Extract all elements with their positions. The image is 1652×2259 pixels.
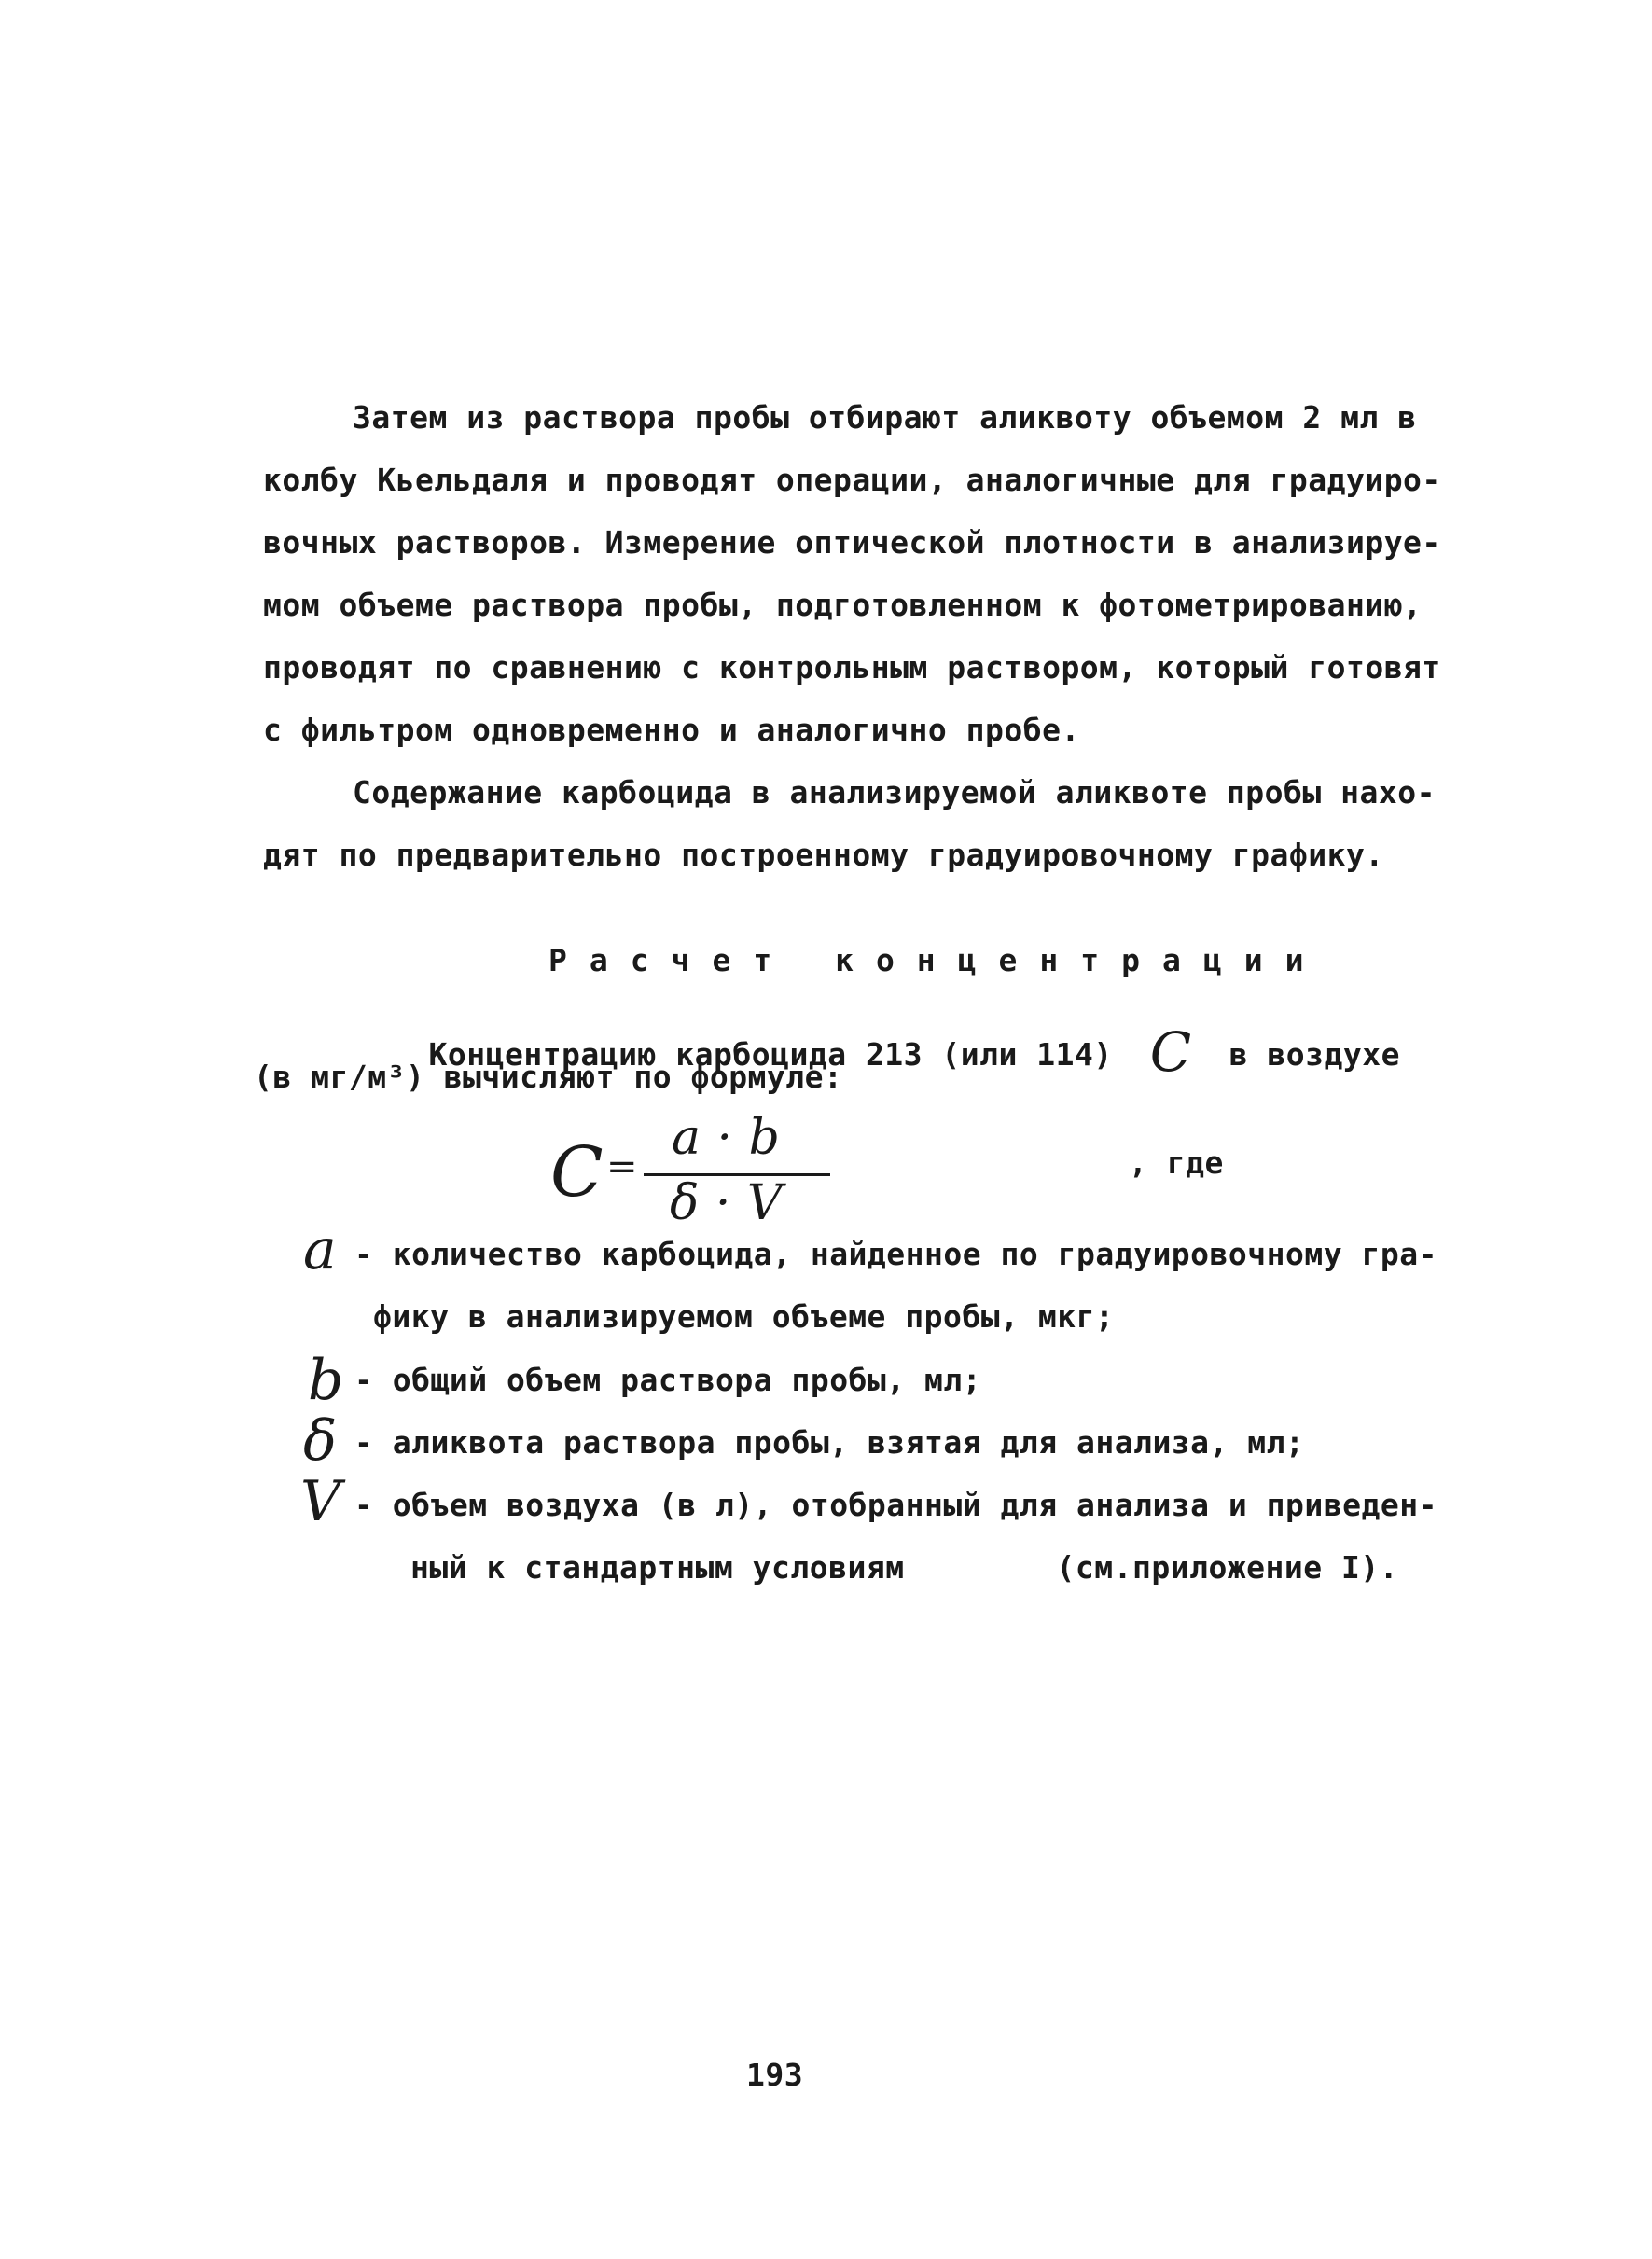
definition-b-line-1: - общий объем раствора пробы, мл; (354, 1362, 982, 1398)
definition-v-line-2: ный к стандартным условиям (см.приложение I). (410, 1549, 1399, 1586)
page-number: 193 (746, 2057, 804, 2093)
intro-text-before: Концентрацию карбоцида 213 (или 114) (428, 1036, 1113, 1073)
formula-numerator: a · b (672, 1110, 781, 1166)
paragraph1-line-5: проводят по сравнению с контрольным раствором, который готовят (263, 649, 1441, 686)
paragraph2-line-1: Содержание карбоцида в анализируемой аликвоте пробы нахо- (353, 774, 1436, 811)
paragraph1-line-4: мом объеме раствора пробы, подготовленном к фотометрированию, (263, 587, 1423, 623)
paragraph1-line-6: с фильтром одновременно и аналогично пробе. (263, 712, 1080, 748)
formula (550, 1110, 942, 1240)
formula-where: , где (1129, 1144, 1224, 1181)
intro-line-2: (в мг/м³) вычисляют по формуле: (254, 1059, 843, 1095)
intro-text-after: в воздухе (1229, 1036, 1400, 1073)
paragraph1-line-2: колбу Кьельдаля и проводят операции, аналогичные для градуиро- (263, 462, 1441, 498)
paragraph1-line-3: вочных растворов. Измерение оптической плотности в анализируе- (263, 524, 1441, 561)
formula-denominator: δ · V (670, 1175, 783, 1231)
definition-v-line-1: - объем воздуха (в л), отобранный для анализа и приведен- (354, 1487, 1437, 1523)
formula-lhs: C (550, 1132, 604, 1213)
intro-var-c: C (1149, 1020, 1192, 1084)
definition-symbol-delta: δ (303, 1408, 338, 1474)
definition-delta-line-1: - аликвота раствора пробы, взятая для анализа, мл; (354, 1424, 1305, 1461)
definition-a-line-1: - количество карбоцида, найденное по градуировочному гра- (354, 1236, 1437, 1272)
definition-a-line-2: фику в анализируемом объеме пробы, мкг; (373, 1298, 1115, 1335)
paragraph1-line-1: Затем из раствора пробы отбирают аликвоту объемом 2 мл в (353, 399, 1417, 436)
paragraph2-line-2: дят по предварительно построенному градуировочному графику. (263, 837, 1384, 873)
definition-symbol-b: b (308, 1348, 344, 1413)
formula-equals: = (606, 1145, 639, 1188)
section-heading: Расчет концентрации (548, 942, 1326, 978)
definition-symbol-v: V (300, 1469, 341, 1534)
definition-symbol-a: a (303, 1217, 338, 1282)
